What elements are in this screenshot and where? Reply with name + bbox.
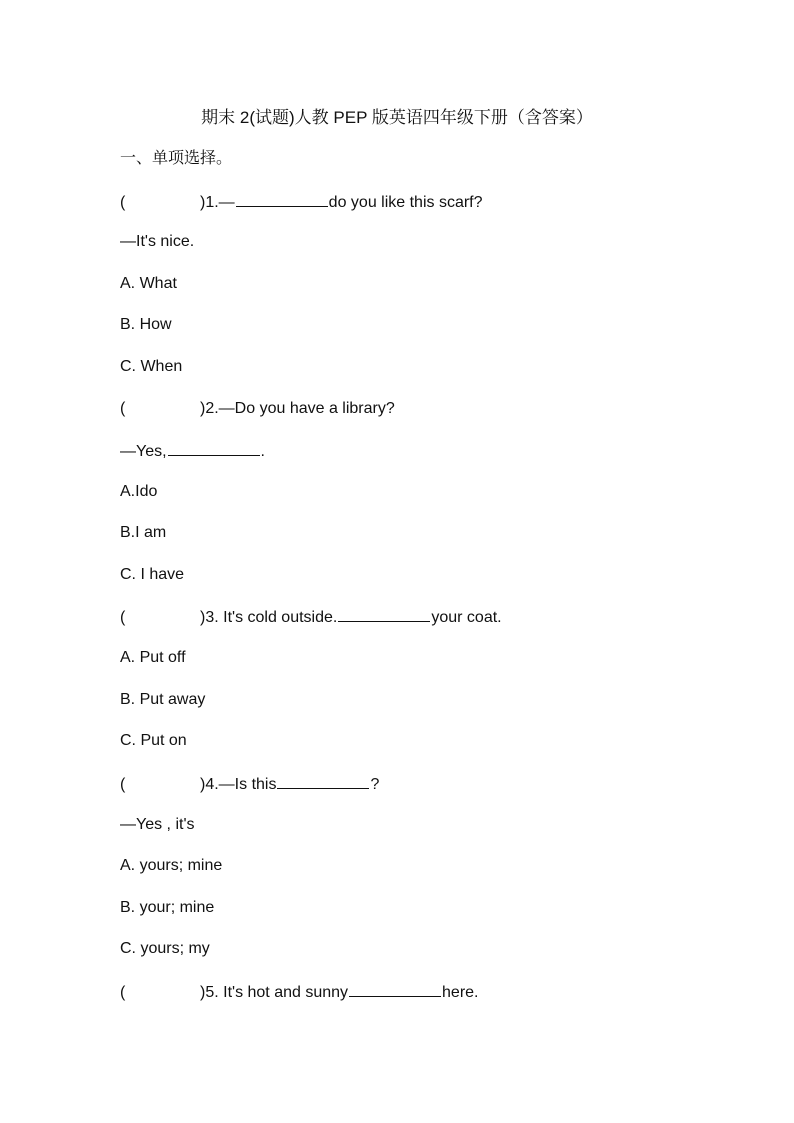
question-4-text: ? — [370, 776, 380, 793]
question-2-stem — [120, 398, 395, 420]
question-2-reply — [120, 439, 265, 463]
question-4-reply: —Yes , it's — [120, 816, 195, 833]
question-5-stem — [120, 980, 479, 1004]
question-2-text: )2.—Do you have a library? — [200, 400, 395, 417]
question-1-option-a: A. What — [120, 275, 177, 292]
answer-paren: ( — [120, 609, 126, 626]
answer-paren: ( — [120, 776, 126, 793]
question-3-text: your coat. — [431, 609, 502, 626]
answer-paren: ( — [120, 194, 126, 211]
answer-blank — [338, 605, 430, 622]
question-1-number: )1.— — [200, 194, 235, 211]
question-2-option-b: B.I am — [120, 524, 167, 541]
question-4-number: )4.—Is this — [200, 776, 277, 793]
question-2-reply-prefix: —Yes, — [120, 443, 167, 460]
question-2-option-c: C. I have — [120, 566, 185, 583]
question-1-option-c: C. When — [120, 358, 183, 375]
question-3-option-a: A. Put off — [120, 649, 186, 666]
question-3-option-c: C. Put on — [120, 732, 187, 749]
question-4-option-b: B. your; mine — [120, 899, 215, 916]
answer-blank — [349, 980, 441, 997]
question-3-stem — [120, 605, 502, 629]
question-1-option-b: B. How — [120, 316, 172, 333]
answer-blank — [168, 439, 260, 456]
question-4-option-c: C. yours; my — [120, 940, 210, 957]
question-1-text: do you like this scarf? — [328, 194, 483, 211]
answer-paren: ( — [120, 984, 126, 1001]
answer-blank — [236, 190, 328, 207]
question-3-option-b: B. Put away — [120, 691, 206, 708]
question-4-option-a: A. yours; mine — [120, 857, 223, 874]
question-2-reply-suffix: . — [260, 443, 265, 460]
question-3-number: )3. It's cold outside. — [200, 609, 338, 626]
question-1-reply: —It's nice. — [120, 233, 195, 250]
question-2-option-a: A.Ido — [120, 483, 158, 500]
answer-blank — [277, 772, 369, 789]
question-5-number: )5. It's hot and sunny — [200, 984, 349, 1001]
section-heading: 一、单项选择。 — [120, 150, 233, 167]
document-title: 期末 2(试题)人教 PEP 版英语四年级下册（含答案） — [201, 108, 593, 127]
answer-paren: ( — [120, 400, 126, 417]
question-4-stem — [120, 772, 379, 796]
question-1-stem — [120, 190, 483, 214]
question-5-text: here. — [442, 984, 479, 1001]
